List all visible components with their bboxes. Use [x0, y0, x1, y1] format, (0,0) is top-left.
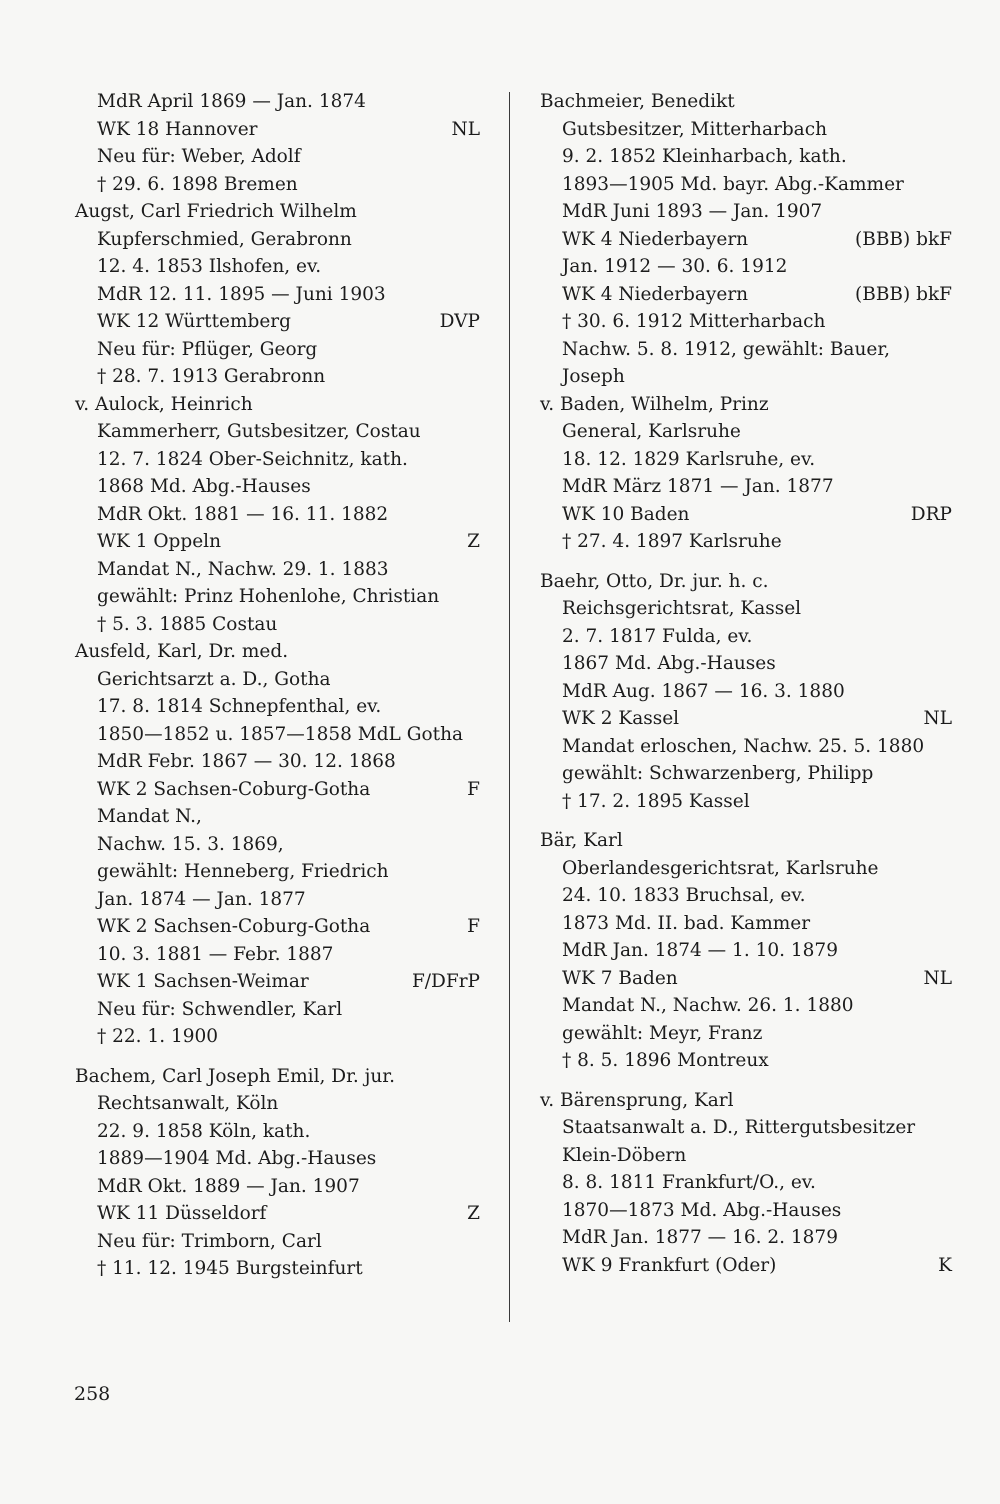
entry-line: [540, 992, 952, 1020]
party-label: DVP: [439, 311, 480, 332]
entry-line: [75, 1255, 480, 1283]
party-label: K: [938, 1254, 952, 1276]
line-text: 24. 10. 1833 Bruchsal, ev.: [562, 885, 806, 906]
entry-line: [75, 501, 480, 529]
line-text: Neu für: Pflüger, Georg: [97, 338, 318, 360]
entry-heading: [75, 391, 480, 419]
line-text: Bär, Karl: [540, 830, 623, 851]
entry-line: [75, 528, 480, 556]
line-text: WK 18 Hannover: [97, 118, 258, 140]
line-text: WK 2 Sachsen-Coburg-Gotha: [97, 916, 371, 937]
line-text: Joseph: [562, 366, 625, 387]
entry-line: [75, 143, 480, 171]
party-label: F: [467, 778, 480, 800]
entry-line: [75, 776, 480, 804]
entry-line: [75, 858, 480, 886]
line-text: WK 11 Düsseldorf: [97, 1203, 267, 1224]
line-text: 1889—1904 Md. Abg.-Hauses: [97, 1148, 377, 1169]
entry-line: [540, 595, 952, 623]
line-text: 10. 3. 1881 — Febr. 1887: [97, 943, 334, 965]
entry-line: [75, 1228, 480, 1256]
line-text: Mandat N., Nachw. 29. 1. 1883: [97, 558, 389, 580]
party-label: F/DFrP: [411, 971, 480, 992]
entry-line: [540, 910, 952, 938]
line-text: † 5. 3. 1885 Costau: [97, 613, 278, 635]
line-text: † 28. 7. 1913 Gerabronn: [97, 366, 326, 387]
entry-line: [540, 116, 952, 144]
line-text: Ausfeld, Karl, Dr. med.: [75, 641, 289, 662]
line-text: Kammerherr, Gutsbesitzer, Costau: [97, 421, 421, 442]
line-text: 1868 Md. Abg.-Hauses: [97, 476, 311, 497]
left-column: [75, 88, 480, 1283]
party-label: F: [467, 916, 480, 937]
entry-line: [540, 363, 952, 391]
entry-line: [75, 748, 480, 776]
entry-line: [540, 473, 952, 501]
line-text: Neu für: Trimborn, Carl: [97, 1230, 322, 1252]
page-number: 258: [74, 1383, 111, 1405]
entry-line: [540, 171, 952, 199]
entry-line: [540, 1020, 952, 1048]
biography-entry: [540, 391, 952, 556]
biography-entry: [75, 391, 480, 639]
entry-line: [540, 937, 952, 965]
entry-line: [540, 678, 952, 706]
entry-line: [540, 1252, 952, 1280]
biography-entry: [75, 638, 480, 1051]
entry-line: [75, 1118, 480, 1146]
line-text: WK 2 Sachsen-Coburg-Gotha: [97, 778, 371, 800]
line-text: gewählt: Prinz Hohenlohe, Christian: [97, 586, 440, 607]
line-text: MdR Juni 1893 — Jan. 1907: [562, 201, 823, 222]
entry-line: [75, 556, 480, 584]
party-label: DRP: [910, 503, 952, 525]
entry-line: [540, 733, 952, 761]
entry-line: [75, 996, 480, 1024]
entry-line: [540, 788, 952, 816]
entry-line: [75, 336, 480, 364]
line-text: WK 1 Sachsen-Weimar: [97, 971, 309, 992]
line-text: General, Karlsruhe: [562, 421, 741, 442]
line-text: Kupferschmied, Gerabronn: [97, 228, 352, 250]
entry-line: [75, 418, 480, 446]
line-text: Bachmeier, Benedikt: [540, 91, 735, 112]
entry-heading: [540, 88, 952, 116]
line-text: † 27. 4. 1897 Karlsruhe: [562, 531, 782, 552]
entry-line: [75, 253, 480, 281]
line-text: Neu für: Weber, Adolf: [97, 146, 301, 167]
party-label: NL: [451, 118, 480, 140]
entry-line: [540, 650, 952, 678]
line-text: † 30. 6. 1912 Mitterharbach: [562, 311, 826, 332]
entry-line: [75, 666, 480, 694]
line-text: 1867 Md. Abg.-Hauses: [562, 653, 776, 674]
line-text: MdR Okt. 1881 — 16. 11. 1882: [97, 503, 389, 525]
line-text: WK 7 Baden: [562, 967, 678, 989]
entry-heading: [540, 827, 952, 855]
entry-line: [540, 882, 952, 910]
line-text: Rechtsanwalt, Köln: [97, 1093, 279, 1114]
entry-line: [540, 1169, 952, 1197]
entry-line: [75, 1145, 480, 1173]
line-text: Neu für: Schwendler, Karl: [97, 998, 343, 1020]
entry-line: [75, 611, 480, 639]
line-text: Jan. 1874 — Jan. 1877: [97, 888, 306, 910]
line-text: MdR Jan. 1874 — 1. 10. 1879: [562, 940, 838, 961]
entry-line: [540, 198, 952, 226]
line-text: Jan. 1912 — 30. 6. 1912: [562, 256, 788, 277]
line-text: Mandat N.,: [97, 806, 202, 827]
right-column: [540, 88, 952, 1279]
entry-line: [540, 623, 952, 651]
entry-line: [540, 705, 952, 733]
entry-line: [540, 855, 952, 883]
entry-heading: [540, 568, 952, 596]
biography-entry: [75, 88, 480, 198]
line-text: WK 9 Frankfurt (Oder): [562, 1254, 777, 1276]
party-label: Z: [467, 1203, 480, 1224]
entry-line: [75, 226, 480, 254]
line-text: MdR April 1869 — Jan. 1874: [97, 91, 366, 112]
line-text: † 22. 1. 1900: [97, 1026, 219, 1047]
entry-heading: [540, 391, 952, 419]
line-text: 12. 4. 1853 Ilshofen, ev.: [97, 256, 322, 277]
entry-line: [540, 281, 952, 309]
line-text: 22. 9. 1858 Köln, kath.: [97, 1120, 311, 1142]
line-text: Staatsanwalt a. D., Rittergutsbesitzer: [562, 1117, 916, 1138]
line-text: † 11. 12. 1945 Burgsteinfurt: [97, 1258, 363, 1279]
entry-line: [540, 143, 952, 171]
line-text: v. Baden, Wilhelm, Prinz: [540, 393, 769, 415]
line-text: gewählt: Schwarzenberg, Philipp: [562, 763, 874, 784]
entry-line: [540, 501, 952, 529]
entry-line: [75, 1090, 480, 1118]
line-text: MdR Aug. 1867 — 16. 3. 1880: [562, 680, 845, 702]
entry-line: [75, 446, 480, 474]
line-text: Reichsgerichtsrat, Kassel: [562, 598, 802, 619]
party-label: (BBB) bkF: [855, 283, 952, 305]
entry-line: [75, 583, 480, 611]
line-text: 18. 12. 1829 Karlsruhe, ev.: [562, 448, 816, 470]
entry-heading: [75, 638, 480, 666]
line-text: Oberlandesgerichtsrat, Karlsruhe: [562, 857, 879, 879]
line-text: WK 12 Württemberg: [97, 311, 291, 332]
line-text: gewählt: Henneberg, Friedrich: [97, 861, 389, 882]
entry-line: [75, 941, 480, 969]
line-text: MdR Jan. 1877 — 16. 2. 1879: [562, 1227, 838, 1248]
line-text: gewählt: Meyr, Franz: [562, 1022, 763, 1044]
entry-line: [540, 308, 952, 336]
entry-line: [75, 1173, 480, 1201]
entry-line: [75, 281, 480, 309]
entry-heading: [75, 198, 480, 226]
line-text: 1893—1905 Md. bayr. Abg.-Kammer: [562, 173, 904, 195]
line-text: Nachw. 5. 8. 1912, gewählt: Bauer,: [562, 338, 891, 360]
column-divider: [509, 92, 510, 1322]
entry-line: [540, 1114, 952, 1142]
biography-entry: [540, 88, 952, 391]
line-text: 1850—1852 u. 1857—1858 MdL Gotha: [97, 723, 464, 745]
entry-line: [540, 965, 952, 993]
entry-line: [75, 308, 480, 336]
line-text: 12. 7. 1824 Ober-Seichnitz, kath.: [97, 448, 408, 470]
entry-line: [540, 528, 952, 556]
line-text: Baehr, Otto, Dr. jur. h. c.: [540, 570, 769, 592]
biography-entry: [75, 1063, 480, 1283]
line-text: 1870—1873 Md. Abg.-Hauses: [562, 1199, 842, 1221]
entry-line: [75, 693, 480, 721]
entry-heading: [540, 1087, 952, 1115]
entry-line: [75, 363, 480, 391]
entry-line: [540, 446, 952, 474]
entry-line: [75, 473, 480, 501]
entry-line: [75, 1023, 480, 1051]
line-text: † 29. 6. 1898 Bremen: [97, 173, 298, 195]
party-label: NL: [923, 967, 952, 989]
line-text: WK 4 Niederbayern: [562, 228, 749, 250]
entry-heading: [75, 1063, 480, 1091]
line-text: MdR 12. 11. 1895 — Juni 1903: [97, 283, 386, 305]
biography-entry: [540, 1087, 952, 1280]
line-text: 1873 Md. II. bad. Kammer: [562, 912, 811, 934]
entry-line: [540, 253, 952, 281]
line-text: † 8. 5. 1896 Montreux: [562, 1050, 769, 1071]
line-text: † 17. 2. 1895 Kassel: [562, 790, 750, 812]
line-text: Mandat erloschen, Nachw. 25. 5. 1880: [562, 735, 925, 757]
line-text: MdR Febr. 1867 — 30. 12. 1868: [97, 751, 396, 772]
entry-line: [75, 913, 480, 941]
line-text: MdR Okt. 1889 — Jan. 1907: [97, 1175, 360, 1197]
entry-line: [75, 171, 480, 199]
line-text: Mandat N., Nachw. 26. 1. 1880: [562, 995, 854, 1016]
entry-line: [540, 226, 952, 254]
line-text: 8. 8. 1811 Frankfurt/O., ev.: [562, 1172, 816, 1193]
entry-heading: [75, 88, 480, 116]
party-label: (BBB) bkF: [855, 228, 952, 250]
party-label: Z: [467, 531, 480, 552]
entry-line: [75, 886, 480, 914]
line-text: MdR März 1871 — Jan. 1877: [562, 476, 834, 497]
entry-line: [540, 1142, 952, 1170]
line-text: Augst, Carl Friedrich Wilhelm: [75, 201, 357, 222]
line-text: Klein-Döbern: [562, 1144, 687, 1166]
line-text: Gutsbesitzer, Mitterharbach: [562, 118, 827, 140]
line-text: Gerichtsarzt a. D., Gotha: [97, 668, 331, 690]
entry-line: [540, 1197, 952, 1225]
line-text: 9. 2. 1852 Kleinharbach, kath.: [562, 146, 847, 167]
line-text: Bachem, Carl Joseph Emil, Dr. jur.: [75, 1065, 396, 1087]
party-label: NL: [923, 708, 952, 729]
entry-line: [75, 968, 480, 996]
entry-line: [540, 760, 952, 788]
line-text: WK 10 Baden: [562, 503, 690, 525]
entry-line: [75, 1200, 480, 1228]
line-text: v. Bärensprung, Karl: [540, 1089, 734, 1111]
entry-line: [540, 418, 952, 446]
entry-line: [75, 116, 480, 144]
line-text: WK 1 Oppeln: [97, 531, 221, 552]
line-text: 2. 7. 1817 Fulda, ev.: [562, 625, 753, 647]
line-text: v. Aulock, Heinrich: [75, 393, 253, 415]
entry-line: [75, 803, 480, 831]
line-text: 17. 8. 1814 Schnepfenthal, ev.: [97, 696, 382, 717]
entry-line: [75, 721, 480, 749]
biography-entry: [540, 568, 952, 816]
entry-line: [540, 336, 952, 364]
entry-line: [75, 831, 480, 859]
line-text: WK 4 Niederbayern: [562, 283, 749, 305]
line-text: Nachw. 15. 3. 1869,: [97, 833, 284, 855]
entry-line: [540, 1224, 952, 1252]
entry-line: [540, 1047, 952, 1075]
line-text: WK 2 Kassel: [562, 708, 680, 729]
biography-entry: [75, 198, 480, 391]
biography-entry: [540, 827, 952, 1075]
